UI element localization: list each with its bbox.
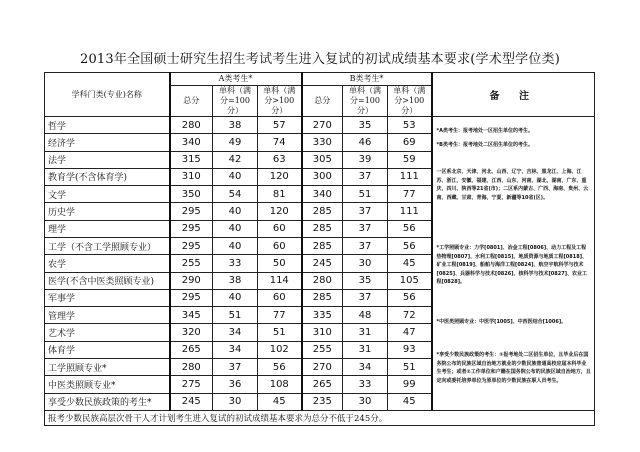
a-single-gt100-cell: 56 [258,358,302,375]
a-single100-cell: 38 [213,272,258,289]
a-single100-cell: 40 [213,220,258,237]
a-total-cell: 345 [170,307,213,324]
b-single100-cell: 37 [343,203,388,220]
b-total-cell: 255 [302,341,343,358]
a-total-cell: 290 [170,272,213,289]
b-single100-cell: 37 [343,237,388,254]
zone-a-single-gt100-header: 单科（满分>100分） [258,86,302,117]
a-total-cell: 340 [170,134,213,151]
a-single-gt100-cell: 74 [258,134,302,151]
subject-cell: 工学（不含工学照顾专业） [45,237,170,254]
b-single-gt100-cell: 53 [388,117,432,134]
b-total-cell: 340 [302,186,343,203]
b-single-gt100-cell: 77 [388,186,432,203]
subject-cell: 理学 [45,220,170,237]
b-single-gt100-cell: 56 [388,237,432,254]
a-single100-cell: 38 [213,117,258,134]
subject-cell: 管理学 [45,307,170,324]
b-single-gt100-cell: 99 [388,376,432,393]
subject-cell: 历史学 [45,203,170,220]
zone-a-header: A类考生* [170,73,302,86]
subject-cell: 农学 [45,255,170,272]
a-single-gt100-cell: 120 [258,203,302,220]
a-total-cell: 265 [170,341,213,358]
subject-cell: 军事学 [45,289,170,306]
b-single100-cell: 37 [343,168,388,185]
zone-b-single100-header: 单科（满分=100分） [343,86,388,117]
subject-cell: 文学 [45,186,170,203]
b-single100-cell: 37 [343,289,388,306]
note-5: *中医类照顾专业：中医学[1005]、中西医结合[1006]。 [436,319,567,325]
b-single-gt100-cell: 93 [388,341,432,358]
note-2: *B类考生：报考地处二区招生单位的考生。 [436,142,533,148]
a-single-gt100-cell: 77 [258,307,302,324]
subject-cell: 享受少数民族政策的考生* [45,393,170,410]
b-total-cell: 285 [302,203,343,220]
b-single-gt100-cell: 59 [388,151,432,168]
b-single100-cell: 48 [343,307,388,324]
a-single-gt100-cell: 60 [258,220,302,237]
a-single100-cell: 36 [213,376,258,393]
footer-note: 报考少数民族高层次骨干人才计划考生进入复试的初试成绩基本要求为总分不低于245分。 [45,410,595,425]
b-single-gt100-cell: 72 [388,307,432,324]
subject-cell: 教育学(不含体育学) [45,168,170,185]
a-total-cell: 280 [170,358,213,375]
a-single100-cell: 40 [213,168,258,185]
subject-cell: 艺术学 [45,324,170,341]
subject-cell: 经济学 [45,134,170,151]
a-single100-cell: 34 [213,324,258,341]
b-single-gt100-cell: 56 [388,289,432,306]
b-single100-cell: 34 [343,358,388,375]
b-single100-cell: 30 [343,255,388,272]
a-total-cell: 245 [170,393,213,410]
a-total-cell: 320 [170,324,213,341]
b-single100-cell: 31 [343,324,388,341]
b-total-cell: 270 [302,358,343,375]
subject-cell: 体育学 [45,341,170,358]
b-single-gt100-cell: 105 [388,272,432,289]
subject-cell: 中医类照顾专业* [45,376,170,393]
a-single100-cell: 49 [213,134,258,151]
b-single100-cell: 35 [343,272,388,289]
b-total-cell: 265 [302,376,343,393]
a-total-cell: 295 [170,203,213,220]
score-table [44,72,595,426]
b-total-cell: 280 [302,272,343,289]
note-6: *享受少数民族政策的考生：①报考地处二区招生单位，且毕业后在国务院公布的民族区域自治地方就业的少数民族普通高校应届本科毕业生考生；或者②工作单位和户籍在国务院公布的民族区域自治地方，且定向或委托培养单位为原单位的少数民族在职人员考生。 [436,352,591,384]
b-total-cell: 285 [302,237,343,254]
b-single-gt100-cell: 45 [388,393,432,410]
a-single-gt100-cell: 57 [258,117,302,134]
a-total-cell: 310 [170,168,213,185]
zone-a-single100-header: 单科（满分=100分） [213,86,258,117]
a-single100-cell: 40 [213,237,258,254]
a-single100-cell: 54 [213,186,258,203]
a-single-gt100-cell: 60 [258,237,302,254]
a-total-cell: 295 [170,237,213,254]
b-total-cell: 300 [302,168,343,185]
b-single100-cell: 46 [343,134,388,151]
subject-cell: 法学 [45,151,170,168]
b-single-gt100-cell: 69 [388,134,432,151]
b-total-cell: 335 [302,307,343,324]
a-total-cell: 315 [170,151,213,168]
a-total-cell: 255 [170,255,213,272]
a-total-cell: 280 [170,117,213,134]
b-total-cell: 310 [302,324,343,341]
a-single100-cell: 40 [213,289,258,306]
notes-cell [432,117,595,411]
a-single100-cell: 40 [213,203,258,220]
note-3: 一区系北京、天津、河北、山西、辽宁、吉林、黑龙江、上海、江苏、浙江、安徽、福建、江西、山东、河南、湖北、湖南、广东、重庆、四川、陕西等21省(市)；二区系内蒙古、广西、海南、贵州、云南、西藏、甘肃、青海、宁夏、新疆等10省(区)。 [436,169,589,201]
a-single100-cell: 42 [213,151,258,168]
zone-a-total-header: 总分 [170,86,213,117]
b-single-gt100-cell: 56 [388,220,432,237]
b-single100-cell: 33 [343,376,388,393]
notes-header: 备 注 [432,73,595,117]
a-single-gt100-cell: 114 [258,272,302,289]
b-total-cell: 270 [302,117,343,134]
a-single100-cell: 30 [213,393,258,410]
b-total-cell: 245 [302,255,343,272]
b-total-cell: 235 [302,393,343,410]
a-single-gt100-cell: 63 [258,151,302,168]
b-single100-cell: 39 [343,151,388,168]
a-total-cell: 275 [170,376,213,393]
b-single-gt100-cell: 51 [388,358,432,375]
b-total-cell: 285 [302,289,343,306]
b-single-gt100-cell: 111 [388,168,432,185]
b-total-cell: 285 [302,220,343,237]
b-single100-cell: 31 [343,341,388,358]
b-single-gt100-cell: 45 [388,255,432,272]
b-single100-cell: 51 [343,186,388,203]
a-single100-cell: 51 [213,307,258,324]
page-title: 2013年全国硕士研究生招生考试考生进入复试的初试成绩基本要求(学术型学位类) [79,52,561,67]
b-single-gt100-cell: 47 [388,324,432,341]
a-single-gt100-cell: 81 [258,186,302,203]
b-total-cell: 305 [302,151,343,168]
a-single-gt100-cell: 102 [258,341,302,358]
a-single100-cell: 33 [213,255,258,272]
a-single-gt100-cell: 50 [258,255,302,272]
b-single-gt100-cell: 111 [388,203,432,220]
a-total-cell: 295 [170,289,213,306]
note-4: *工学照顾专业：力学[0801]、冶金工程[0806]、动力工程及工程热物理[0807]、水利工程[0815]、地质资源与地质工程[0818]、矿业工程[0819]、船舶与海洋工程[0824]、航空宇航科学与技术[0825]、兵器科学与技术[0826]、核科学与技术[0827]、农业工程[0828]。 [436,245,588,286]
a-single-gt100-cell: 120 [258,168,302,185]
table-row [45,117,595,134]
a-single-gt100-cell: 60 [258,289,302,306]
a-single-gt100-cell: 45 [258,393,302,410]
a-single100-cell: 37 [213,358,258,375]
a-total-cell: 350 [170,186,213,203]
note-1: *A类考生：报考地处一区招生单位的考生。 [436,128,534,134]
zone-b-total-header: 总分 [302,86,343,117]
a-single-gt100-cell: 51 [258,324,302,341]
b-single100-cell: 35 [343,117,388,134]
b-single100-cell: 37 [343,220,388,237]
subject-cell: 工学照顾专业* [45,358,170,375]
footer-row [45,410,595,425]
b-single100-cell: 30 [343,393,388,410]
subject-cell: 哲学 [45,117,170,134]
b-total-cell: 330 [302,134,343,151]
zone-b-single-gt100-header: 单科（满分>100分） [388,86,432,117]
subject-header: 学科门类(专业)名称 [45,73,170,117]
a-total-cell: 295 [170,220,213,237]
a-single-gt100-cell: 108 [258,376,302,393]
a-single100-cell: 34 [213,341,258,358]
zone-b-header: B类考生* [302,73,432,86]
subject-cell: 医学(不含中医类照顾专业) [45,272,170,289]
